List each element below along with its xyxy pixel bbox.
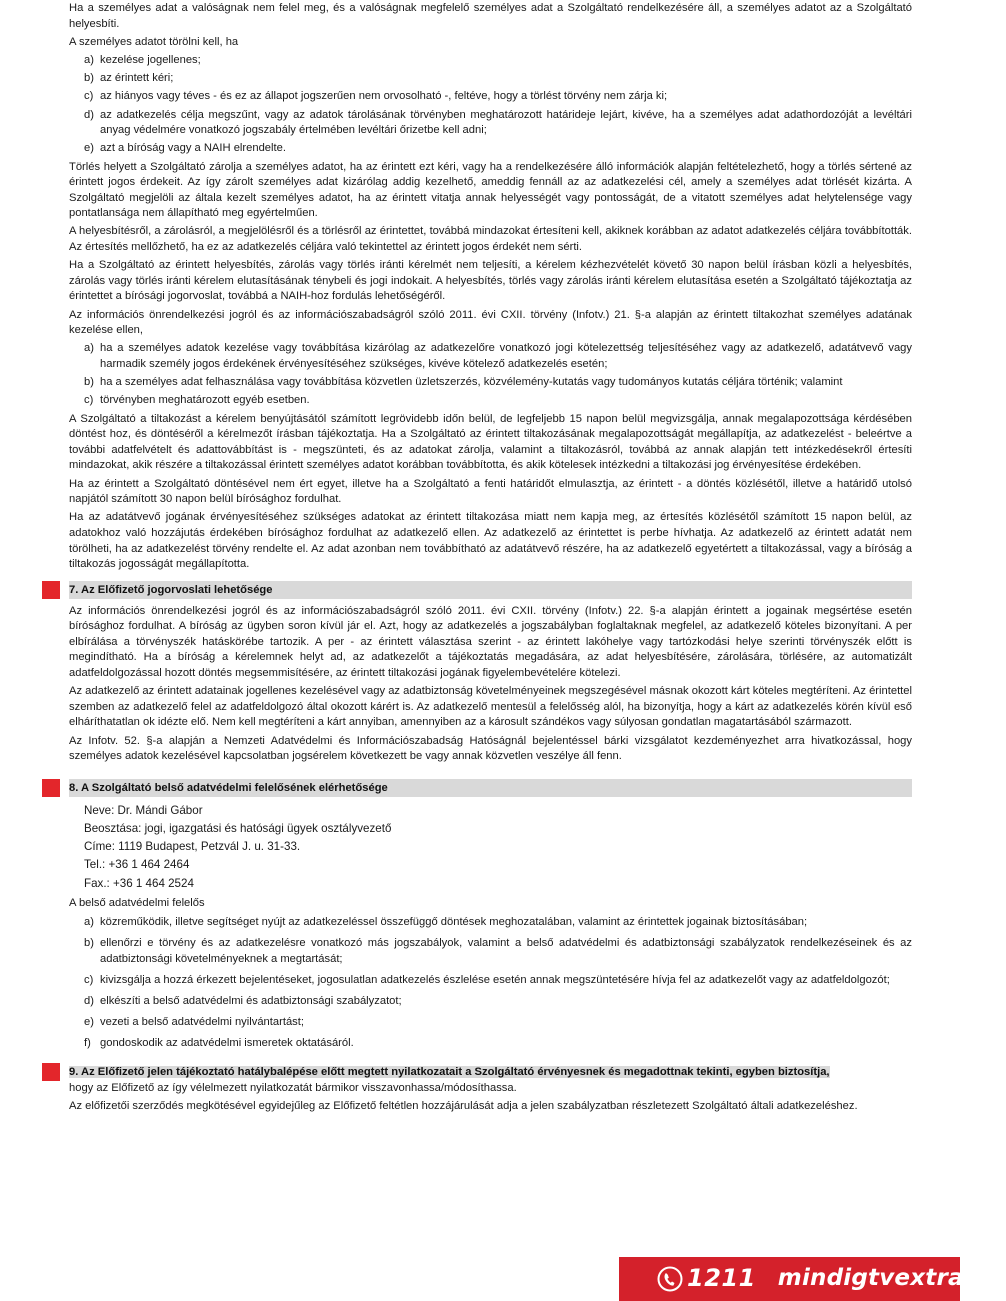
list-item: c) törvényben meghatározott egyéb esetben. <box>84 394 310 407</box>
list-item: f) gondoskodik az adatvédelmi ismeretek oktatásáról. <box>84 1037 354 1050</box>
section-title: 8. A Szolgáltató belső adatvédelmi felelősének elérhetősége <box>69 779 912 797</box>
list-item: c) kivizsgálja a hozzá érkezett bejelentéseket, jogosulatlan adatkezelés észlelése esetén annak megszüntetésére hívja fel az adatkezelőt vagy az adatfeldolgozót; <box>84 974 890 987</box>
deletion-list <box>69 53 912 157</box>
list-item: b) ha a személyes adat felhasználása vagy továbbítása közvetlen üzletszerzés, közvélemény-kutatás vagy tudományos kutatás céljára történik; valamint <box>84 376 843 389</box>
contact-phone: Tel.: +36 1 464 2464 <box>84 858 190 872</box>
contact-fax: Fax.: +36 1 464 2524 <box>84 876 194 890</box>
paragraph: A belső adatvédelmi felelős <box>69 896 205 909</box>
contact-block <box>69 802 912 893</box>
paragraph: Az információs önrendelkezési jogról és az információszabadságról szóló 2011. évi CXII. törvény (Infotv.) 22. §-a alapján érintett a jogainak megsértése esetén bírósághoz fordulhat. A bíróság az ügyben soron kívül jár el. Azt, hogy az adatkezelés a jogszabályban foglaltaknak megfelel, az adatkezelő köteles bizonyítani. A per elbírálása a törvényszék hatáskörébe tartozik. A per - az érintett választása szerint - az érintett lakóhelye vagy tartózkodási helye szerinti törvényszék előtt is megindítható. Ha a bíróság a kérelemnek helyt ad, az adatkezelőt a tájékoztatás megadására, az adat helyesbítésére, zárolására, törlésére, az automatizált adatfeldolgozással hozott döntés megsemmisítésére, az érintett tiltakozási jogának figyelembevételére kötelezi. <box>69 604 912 680</box>
section-7-heading <box>42 581 912 599</box>
paragraph: Ha a személyes adat a valóságnak nem felel meg, és a valóságnak megfelelő személyes adat a Szolgáltató rendelkezésére áll, a személyes adatot az a Szolgáltató helyesbíti. <box>69 2 912 30</box>
section-title: 7. Az Előfizető jogorvoslati lehetősége <box>69 581 912 599</box>
paragraph: Ha a Szolgáltató az érintett helyesbítés, zárolás vagy törlés iránti kérelmét nem teljesíti, a kérelem kézhezvételét követő 30 napon belül írásban közli a helyesbítés, zárolás vagy törlés iránti kérelem elutasításának ténybeli és jogi indokait. A helyesbítés, törlés vagy zárolás iránti kérelem elutasítása esetén a Szolgáltató tájékoztatja az érintettet a bírósági jogorvoslat, továbbá a NAIH-hoz fordulás lehetőségéről. <box>69 259 912 303</box>
list-item: a) ha a személyes adatok kezelése vagy továbbítása kizárólag az adatkezelőre vonatkozó jogi kötelezettség teljesítéséhez vagy az adatkezelő, adatátvevő vagy harmadik személy jogos érdekének érvényesítéséhez szükséges, kivéve kötelező adatkezelés esetén; <box>84 342 912 370</box>
section-marker <box>42 1063 60 1081</box>
list-item: e) azt a bíróság vagy a NAIH elrendelte. <box>84 142 286 155</box>
paragraph: Ha az adatátvevő jogának érvényesítéséhez szükséges adatokat az érintett tiltakozása miatt nem kapja meg, az értesítés közlésétől számított 15 napon belül, az adatokhoz való hozzájutás érdekében bírósághoz fordulhat az adatkezelő ellen. Az adatkezelő az érintettet is perbe hívhatja. Az adatkezelő az érintett adatát nem törölheti, ha az adatkezelést törvény rendelte el. Az adat azonban nem továbbítható az adatátvevő részére, ha az adatkezelő egyetértett a tiltakozással, vagy a bíróság a tiltakozás jogosságát megállapította. <box>69 511 912 571</box>
contact-position: Beosztása: jogi, igazgatási és hatósági ügyek osztályvezető <box>84 822 392 836</box>
paragraph: Az Infotv. 52. §-a alapján a Nemzeti Adatvédelmi és Információszabadság Hatóságnál bejelentéssel bárki vizsgálatot kezdeményezhet arra hivatkozással, hogy személyes adatok kezelésével kapcsolatban jogsérelem következett be vagy annak közvetlen veszélye áll fenn. <box>69 734 912 763</box>
paragraph: A személyes adatot törölni kell, ha <box>69 35 239 48</box>
contact-address: Címe: 1119 Budapest, Petzvál J. u. 31-33. <box>84 840 301 854</box>
section-marker <box>42 581 60 599</box>
section-marker <box>42 779 60 797</box>
paragraph: A Szolgáltató a tiltakozást a kérelem benyújtásától számított legrövidebb időn belül, de legfeljebb 15 napon belül megvizsgálja, annak megalapozottsága kérdésében döntést hoz, és döntéséről a kérelmezőt írásban tájékoztatja. Ha a Szolgáltató az érintett tiltakozásának megalapozottságát megállapítja, az adatkezelést - beleértve a további adatfelvételt és adattovábbítást is - megszünteti, és az adatokat zárolja, valamint a tiltakozásról, továbbá az annak alapján tett intézkedésekről értesíti mindazokat, akik részére a tiltakozással érintett személyes adatot korábban továbbította, és akik kötelesek intézkedni a tiltakozási jog érvényesítése érdekében. <box>69 412 912 472</box>
contact-name: Neve: Dr. Mándi Gábor <box>84 803 203 817</box>
section-title-continuation: megtett nyilatkozatait a Szolgáltató érvényesnek és megadottnak tekinti, egyben biztosítja, <box>344 1066 830 1079</box>
section-9-heading <box>42 1063 912 1081</box>
list-item: b) az érintett kéri; <box>84 72 174 85</box>
document-body <box>69 1 912 1117</box>
list-item: b) ellenőrzi e törvény és az adatkezelésre vonatkozó más jogszabályok, valamint a belső adatvédelmi és adatbiztonsági szabályzatok rendelkezéseinek és az adatbiztonsági követelményeknek a megtartását; <box>84 937 912 966</box>
list-item: e) vezeti a belső adatvédelmi nyilvántartást; <box>84 1016 304 1029</box>
section-8-heading <box>42 779 912 797</box>
footer-banner <box>619 1257 1006 1301</box>
list-item: a) kezelése jogellenes; <box>84 53 201 66</box>
phone-handset-icon <box>657 1266 683 1292</box>
website-link[interactable]: mindigtvextra.hu <box>777 1265 1006 1292</box>
hotline-number: 1211 <box>687 1264 756 1293</box>
objection-list <box>69 341 912 409</box>
list-item: c) az hiányos vagy téves - és ez az állapot jogszerűen nem orvosolható -, feltéve, hogy a törlést törvény nem zárja ki; <box>84 90 668 103</box>
duties-list <box>69 914 912 1051</box>
section-title: 9. Az Előfizető jelen tájékoztató hatálybalépése előtt <box>69 1066 345 1079</box>
paragraph: Az információs önrendelkezési jogról és az információszabadságról szóló 2011. évi CXII. törvény (Infotv.) 21. §-a alapján az érintett tiltakozhat személyes adatának kezelése ellen, <box>69 308 912 337</box>
paragraph: hogy az Előfizető az így vélelmezett nyilatkozatát bármikor visszavonhassa/módosíthassa. <box>69 1082 517 1095</box>
list-item: d) az adatkezelés célja megszűnt, vagy az adatok tárolásának törvényben meghatározott határideje lejárt, kivéve, ha a személyes adat adathordozóját a levéltári anyag védelmére vonatkozó jogszabály értelmében levéltári őrizetbe kell adni; <box>84 108 912 137</box>
list-item: d) elkészíti a belső adatvédelmi és adatbiztonsági szabályzatot; <box>84 995 402 1008</box>
list-item: a) közreműködik, illetve segítséget nyújt az adatkezeléssel összefüggő döntések meghozatalában, valamint az érintettek jogainak biztosításában; <box>84 916 808 929</box>
paragraph: Az előfizetői szerződés megkötésével egyidejűleg az Előfizető feltétlen hozzájárulását adja a jelen szabályzatban részletezett Szolgáltató általi adatkezeléshez. <box>69 1100 858 1113</box>
paragraph: A helyesbítésről, a zárolásról, a megjelölésről és a törlésről az érintettet, továbbá mindazokat értesíteni kell, akiknek korábban az adatot adatkezelés céljára továbbították. Az értesítés mellőzhető, ha ez az adatkezelés céljára való tekintettel az érintett jogos érdekét nem sérti. <box>69 225 912 254</box>
paragraph: Törlés helyett a Szolgáltató zárolja a személyes adatot, ha az érintett ezt kéri, vagy ha a rendelkezésére álló információk alapján feltételezhető, hogy a törlés sértené az érintett jogos érdekeit. Az így zárolt személyes adat kizárólag addig kezelhető, ameddig fennáll az az adatkezelési cél, amely a személyes adat törlését kizárta. A Szolgáltató megjelöli az általa kezelt személyes adatot, ha az érintett vitatja annak helyességét vagy pontosságát, de a vitatott személyes adat helytelensége vagy pontatlansága nem állapítható meg egyértelműen. <box>69 160 912 220</box>
paragraph: Az adatkezelő az érintett adatainak jogellenes kezelésével vagy az adatbiztonság követelményeinek megszegésével másnak okozott kárt köteles megtéríteni. Az érintettel szemben az adatkezelő felel az adatfeldolgozó által okozott kárért is. Az adatkezelő mentesül a felelősség alól, ha bizonyítja, hogy a kárt az adatkezelés körén kívül eső elháríthatatlan ok idézte elő. Nem kell megtéríteni a kárt annyiban, amennyiben az a károsult szándékos vagy súlyosan gondatlan magatartásából származott. <box>69 685 912 729</box>
paragraph: Ha az érintett a Szolgáltató döntésével nem ért egyet, illetve ha a Szolgáltató a fenti határidőt elmulasztja, az érintett - a döntés közlésétől, illetve a határidő utolsó napjától számított 30 napon belül bírósághoz fordulhat. <box>69 477 912 506</box>
